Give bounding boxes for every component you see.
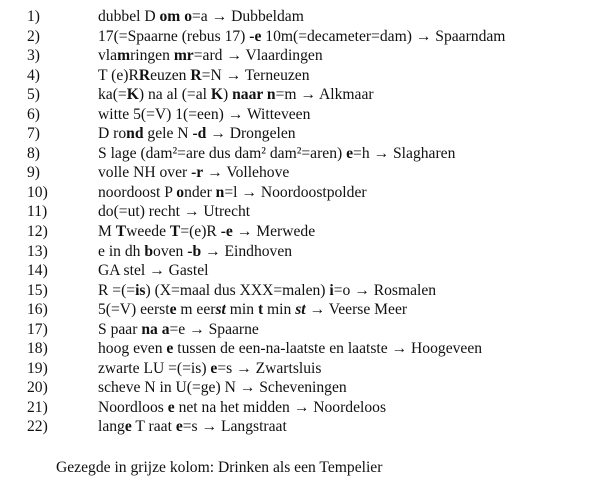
item-text: M Tweede T=(e)R -e → Merwede (98, 223, 316, 241)
item-number: 3) (27, 47, 40, 65)
item-number: 19) (27, 359, 48, 377)
item-number: 14) (27, 262, 48, 280)
item-text: do(=ut) recht → Utrecht (98, 203, 251, 221)
item-text: 17(=Spaarne (rebus 17) -e 10m(=decameter=dam) → Spaarndam (98, 27, 506, 45)
list-item (0, 378, 600, 398)
item-text: D rond gele N -d → Drongelen (98, 125, 296, 143)
list-item (0, 144, 600, 164)
list-item (0, 339, 600, 359)
item-text: dubbel D om o=a → Dubbeldam (98, 8, 304, 25)
list-item (0, 7, 600, 27)
list-item (0, 300, 600, 320)
list-item (0, 398, 600, 418)
list-item (0, 46, 600, 66)
footer-saying: Gezegde in grijze kolom: Drinken als een Tempelier (56, 459, 383, 476)
item-text: scheve N in U(=ge) N → Scheveningen (98, 379, 347, 397)
item-text: volle NH over -r → Vollehove (98, 164, 290, 182)
item-text: noordoost P onder n=l → Noordoostpolder (98, 183, 367, 201)
item-text: lange T raat e=s → Langstraat (98, 418, 287, 436)
item-text: S paar na a=e → Spaarne (98, 320, 259, 338)
item-number: 11) (27, 203, 48, 221)
item-number: 22) (27, 418, 48, 436)
item-number: 2) (27, 27, 40, 45)
item-text: vlamringen mr=ard → Vlaardingen (98, 47, 323, 65)
list-item (0, 27, 600, 47)
item-number: 21) (27, 398, 48, 416)
list-item (0, 417, 600, 437)
list-item (0, 242, 600, 262)
clue-list (0, 7, 600, 437)
item-text: Noordloos e net na het midden → Noordeloos (98, 398, 387, 416)
item-text: witte 5(=V) 1(=een) → Witteveen (98, 105, 311, 123)
item-text: zwarte LU =(=is) e=s → Zwartsluis (98, 359, 322, 377)
item-number: 18) (27, 340, 48, 358)
list-item (0, 281, 600, 301)
item-number: 16) (27, 301, 48, 319)
item-text: S lage (dam²=are dus dam² dam²=aren) e=h → Slagharen (98, 144, 456, 162)
item-number: 7) (27, 125, 40, 143)
item-number: 6) (27, 105, 40, 123)
item-text: e in dh boven -b → Eindhoven (98, 242, 293, 260)
item-number: 13) (27, 242, 48, 260)
list-item (0, 163, 600, 183)
item-number: 10) (27, 183, 48, 201)
item-text: ka(=K) na al (=al K) naar n=m → Alkmaar (98, 86, 374, 104)
item-number: 12) (27, 223, 48, 241)
list-item (0, 222, 600, 242)
item-text: T (e)RReuzen R=N → Terneuzen (98, 66, 310, 84)
item-number: 20) (27, 379, 48, 397)
list-item (0, 359, 600, 379)
list-item (0, 320, 600, 340)
item-text: hoog even e tussen de een-na-laatste en laatste → Hoogeveen (98, 340, 483, 358)
list-item (0, 261, 600, 281)
item-number: 9) (27, 164, 40, 182)
list-item (0, 202, 600, 222)
list-item (0, 105, 600, 125)
item-number: 1) (27, 8, 40, 25)
item-text: GA stel → Gastel (98, 262, 209, 280)
list-item (0, 85, 600, 105)
item-number: 15) (27, 281, 48, 299)
list-item (0, 66, 600, 86)
item-number: 4) (27, 66, 40, 84)
item-number: 17) (27, 320, 48, 338)
list-item (0, 183, 600, 203)
item-number: 8) (27, 144, 40, 162)
item-text: 5(=V) eerste m eerst min t min st → Veerse Meer (98, 301, 408, 319)
list-item (0, 124, 600, 144)
item-text: R =(=is) (X=maal dus XXX=malen) i=o → Rosmalen (98, 281, 437, 299)
item-number: 5) (27, 86, 40, 104)
